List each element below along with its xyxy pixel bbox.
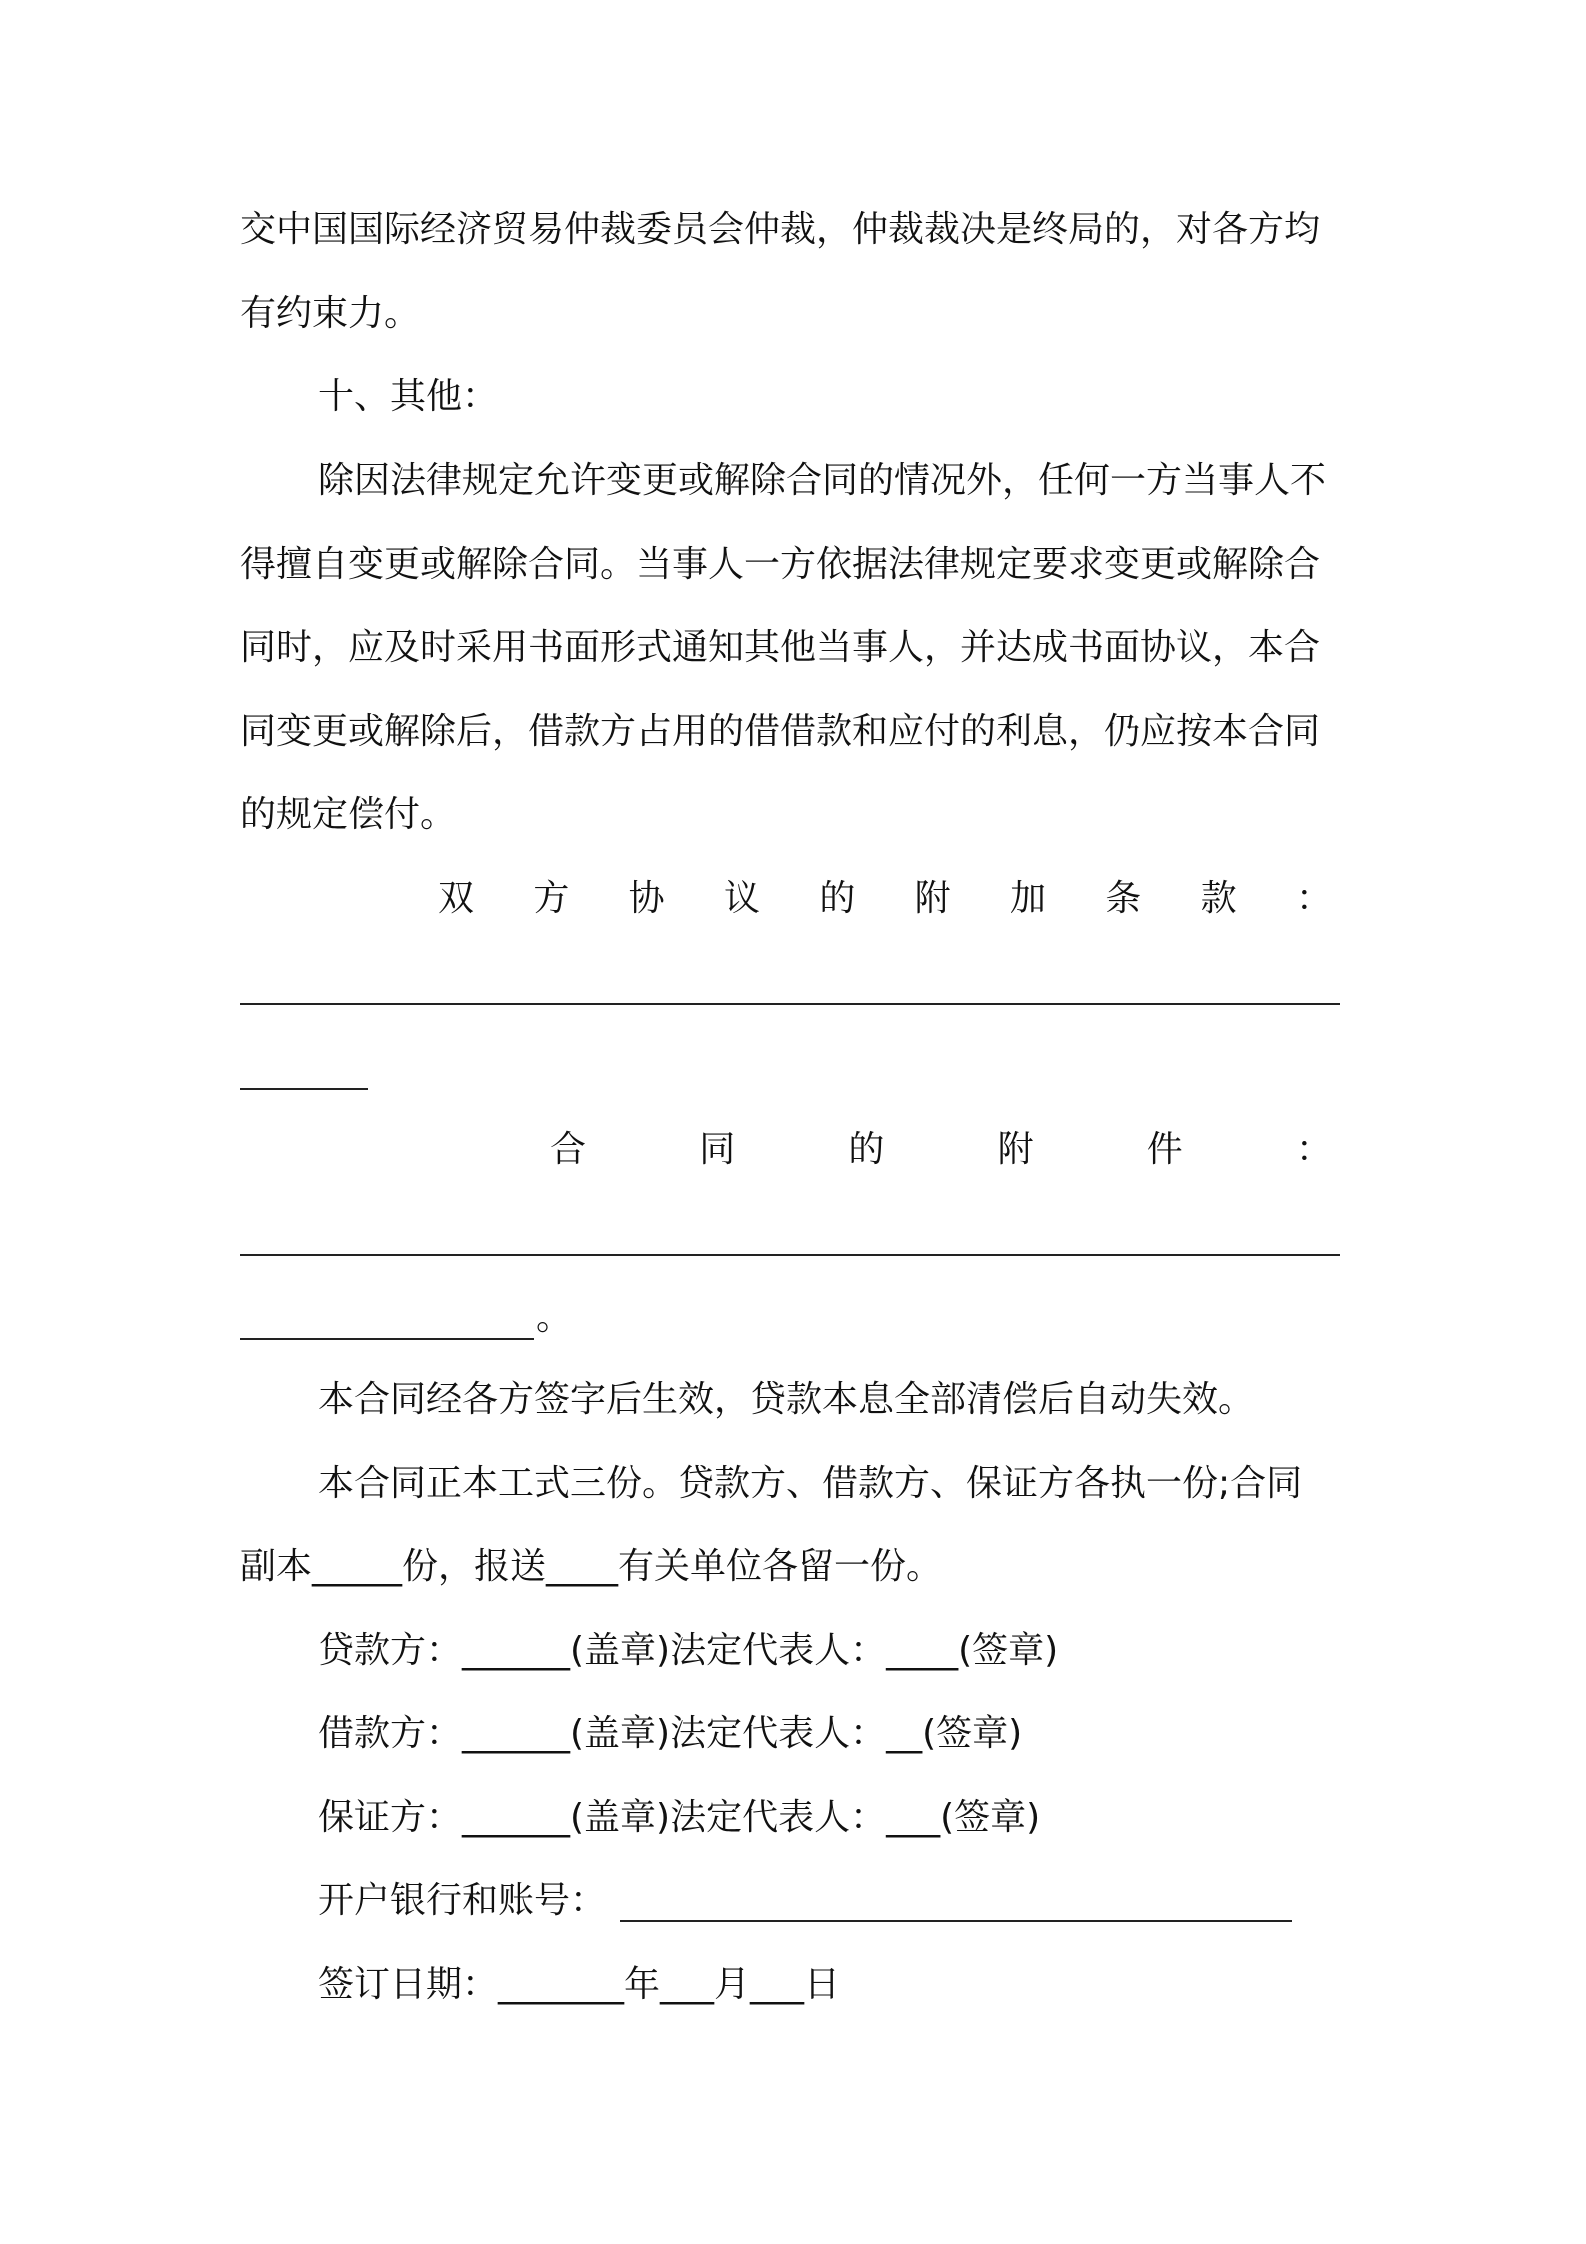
change-line-3: 同时，应及时采用书面形式通知其他当事人，并达成书面协议，本合 [240, 627, 1321, 668]
attachments-char: 同 [699, 1129, 736, 1170]
attachments-end-mark: 。 [536, 1297, 573, 1338]
effective-clause: 本合同经各方签字后生效，贷款本息全部清偿后自动失效。 [318, 1379, 1255, 1420]
change-line-5: 的规定偿付。 [240, 794, 457, 835]
change-line-1: 除因法律规定允许变更或解除合同的情况外，任何一方当事人不 [318, 460, 1327, 501]
bank-account-blank-line [620, 1920, 1292, 1922]
additional-terms-char: 附 [914, 878, 951, 919]
attachments-char: 合 [550, 1129, 587, 1170]
additional-terms-blank-line-1 [240, 1003, 1340, 1005]
lender-signature-line: 贷款方：______(盖章)法定代表人：____(签章) [318, 1630, 1059, 1671]
attachments-blank-line-2 [240, 1338, 534, 1340]
additional-terms-char: 的 [819, 878, 856, 919]
additional-terms-char: 协 [628, 878, 665, 919]
copies-line-2: 副本_____份，报送____有关单位各留一份。 [240, 1546, 943, 1587]
bank-account-label: 开户银行和账号： [318, 1880, 607, 1921]
attachments-blank-line-1 [240, 1254, 1340, 1256]
arbitration-line-2: 有约束力。 [240, 293, 421, 334]
attachments-char: 附 [997, 1129, 1034, 1170]
section-heading-other: 十、其他： [318, 376, 499, 417]
change-line-2: 得擅自变更或解除合同。当事人一方依据法律规定要求变更或解除合 [240, 544, 1321, 585]
arbitration-line-1: 交中国国际经济贸易仲裁委员会仲裁，仲裁裁决是终局的，对各方均 [240, 209, 1321, 250]
copies-line-1: 本合同正本工式三份。贷款方、借款方、保证方各执一份;合同 [318, 1463, 1303, 1504]
sign-date-line: 签订日期：_______年___月___日 [318, 1964, 841, 2005]
attachments-char: ： [1295, 1129, 1332, 1170]
attachments-char: 件 [1146, 1129, 1183, 1170]
additional-terms-char: ： [1295, 878, 1332, 919]
additional-terms-char: 方 [533, 878, 570, 919]
attachments-char: 的 [848, 1129, 885, 1170]
additional-terms-char: 议 [723, 878, 760, 919]
attachments-heading [550, 1126, 1332, 1174]
change-line-4: 同变更或解除后，借款方占用的借借款和应付的利息，仍应按本合同 [240, 711, 1321, 752]
additional-terms-heading [438, 875, 1332, 923]
additional-terms-char: 条 [1105, 878, 1142, 919]
additional-terms-char: 款 [1200, 878, 1237, 919]
additional-terms-char: 加 [1009, 878, 1046, 919]
additional-terms-char: 双 [438, 878, 475, 919]
borrower-signature-line: 借款方：______(盖章)法定代表人：__(签章) [318, 1713, 1023, 1754]
additional-terms-blank-line-2 [240, 1088, 368, 1090]
guarantor-signature-line: 保证方：______(盖章)法定代表人：___(签章) [318, 1797, 1041, 1838]
